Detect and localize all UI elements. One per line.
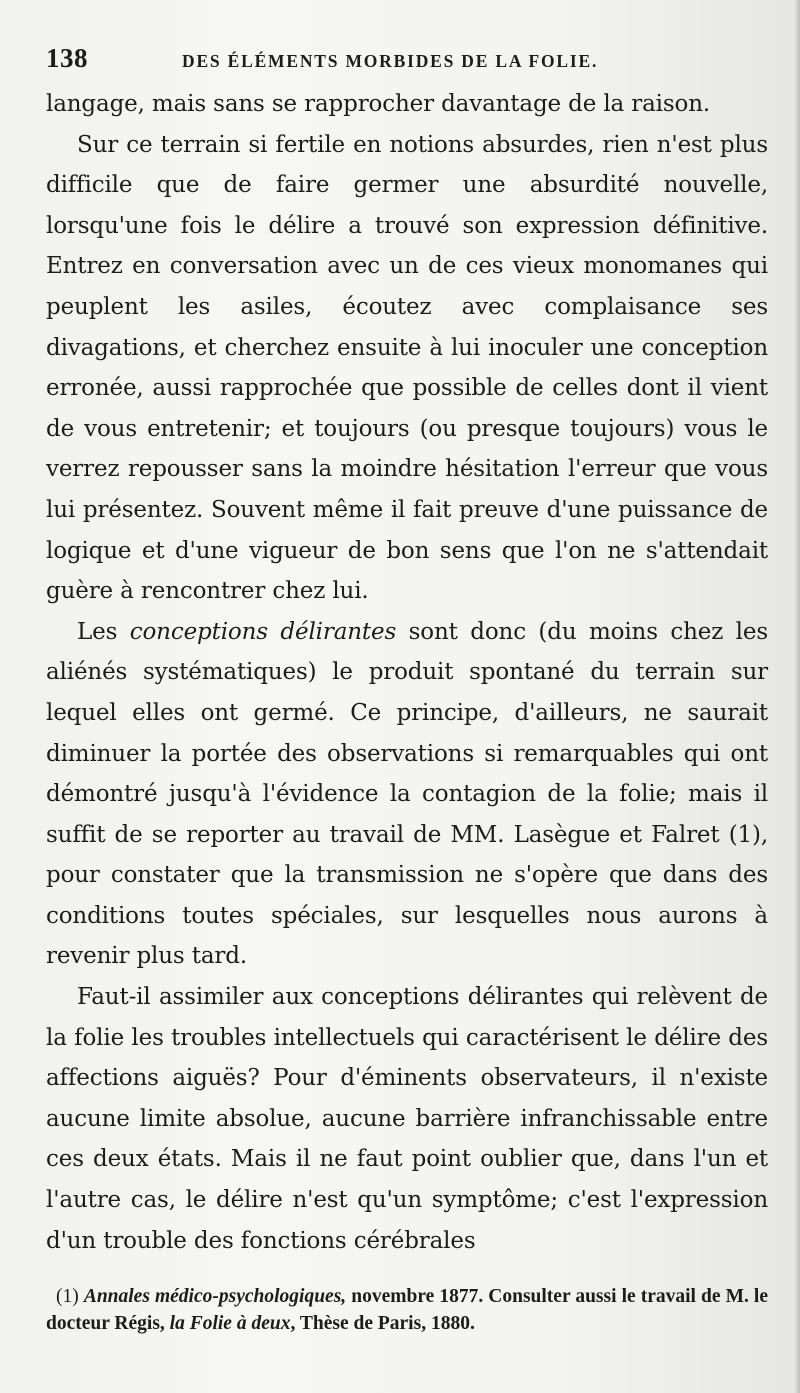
footnote-text-2: , Thèse de Paris, 1880. [290, 1312, 475, 1334]
paragraph-assimiler: Faut-il assimiler aux conceptions délirantes qui relèvent de la folie les troubles intellectuels qui caractérisent le délire des affections aiguës? Pour d'éminents observateurs, il n'existe aucune limite absolue, aucune barrière infranchissable entre ces deux états. Mais il ne faut point oublier que, dans l'un et l'autre cas, le délire n'est qu'un symptôme; c'est l'expression d'un trouble des fonctions cérébrales [46, 984, 768, 1254]
footnotes [46, 1284, 768, 1337]
paragraph-conceptions [46, 612, 768, 977]
footnote-1 [46, 1284, 768, 1337]
body-text [46, 84, 768, 1261]
footnote-book: la Folie à deux [169, 1312, 291, 1334]
paragraph-continuation: langage, mais sans se rapprocher davantage de la raison. [46, 91, 711, 117]
paragraph-terrain: Sur ce terrain si fertile en notions absurdes, rien n'est plus difficile que de faire germer une absurdité nouvelle, lorsqu'une fois le délire a trouvé son expression définitive. Entrez en conversation avec un de ces vieux monomanes qui peuplent les asiles, écoutez avec complaisance ses divagations, et cherchez ensuite à lui inoculer une conception erronée, aussi rapprochée que possible de celles dont il vient de vous entretenir; et toujours (ou presque toujours) vous le verrez repousser sans la moindre hésitation l'erreur que vous lui présentez. Souvent même il fait preuve d'une puissance de logique et d'une vigueur de bon sens que l'on ne s'attendait guère à rencontrer chez lui. [46, 131, 768, 605]
page-edge-shadow [794, 0, 800, 1393]
footnote-text-1: novembre 1877. Consulter aussi le travail de M. le docteur Régis, [46, 1286, 768, 1334]
footnote-marker: (1) [56, 1286, 84, 1307]
paragraph-conceptions-prefix: Les [77, 618, 130, 645]
paragraph-conceptions-suffix: sont donc (du moins chez les aliénés systématiques) le produit spontané du terrain sur lequel elles ont germé. Ce principe, d'ailleurs, ne saurait diminuer la portée des observations si remarquables qui ont démontré jusqu'à l'évidence la contagion de la folie; mais il suffit de se reporter au travail de MM. Lasègue et Falret (1), pour constater que la transmission ne s'opère que dans des conditions toutes spéciales, sur lesquelles nous aurons à revenir plus tard. [46, 618, 769, 970]
running-title: DES ÉLÉMENTS MORBIDES DE LA FOLIE. [182, 51, 599, 71]
page-number: 138 [46, 43, 88, 73]
footnote-journal: Annales médico-psychologiques, [83, 1286, 347, 1307]
italic-term: conceptions délirantes [129, 618, 397, 645]
page-header [46, 43, 766, 73]
